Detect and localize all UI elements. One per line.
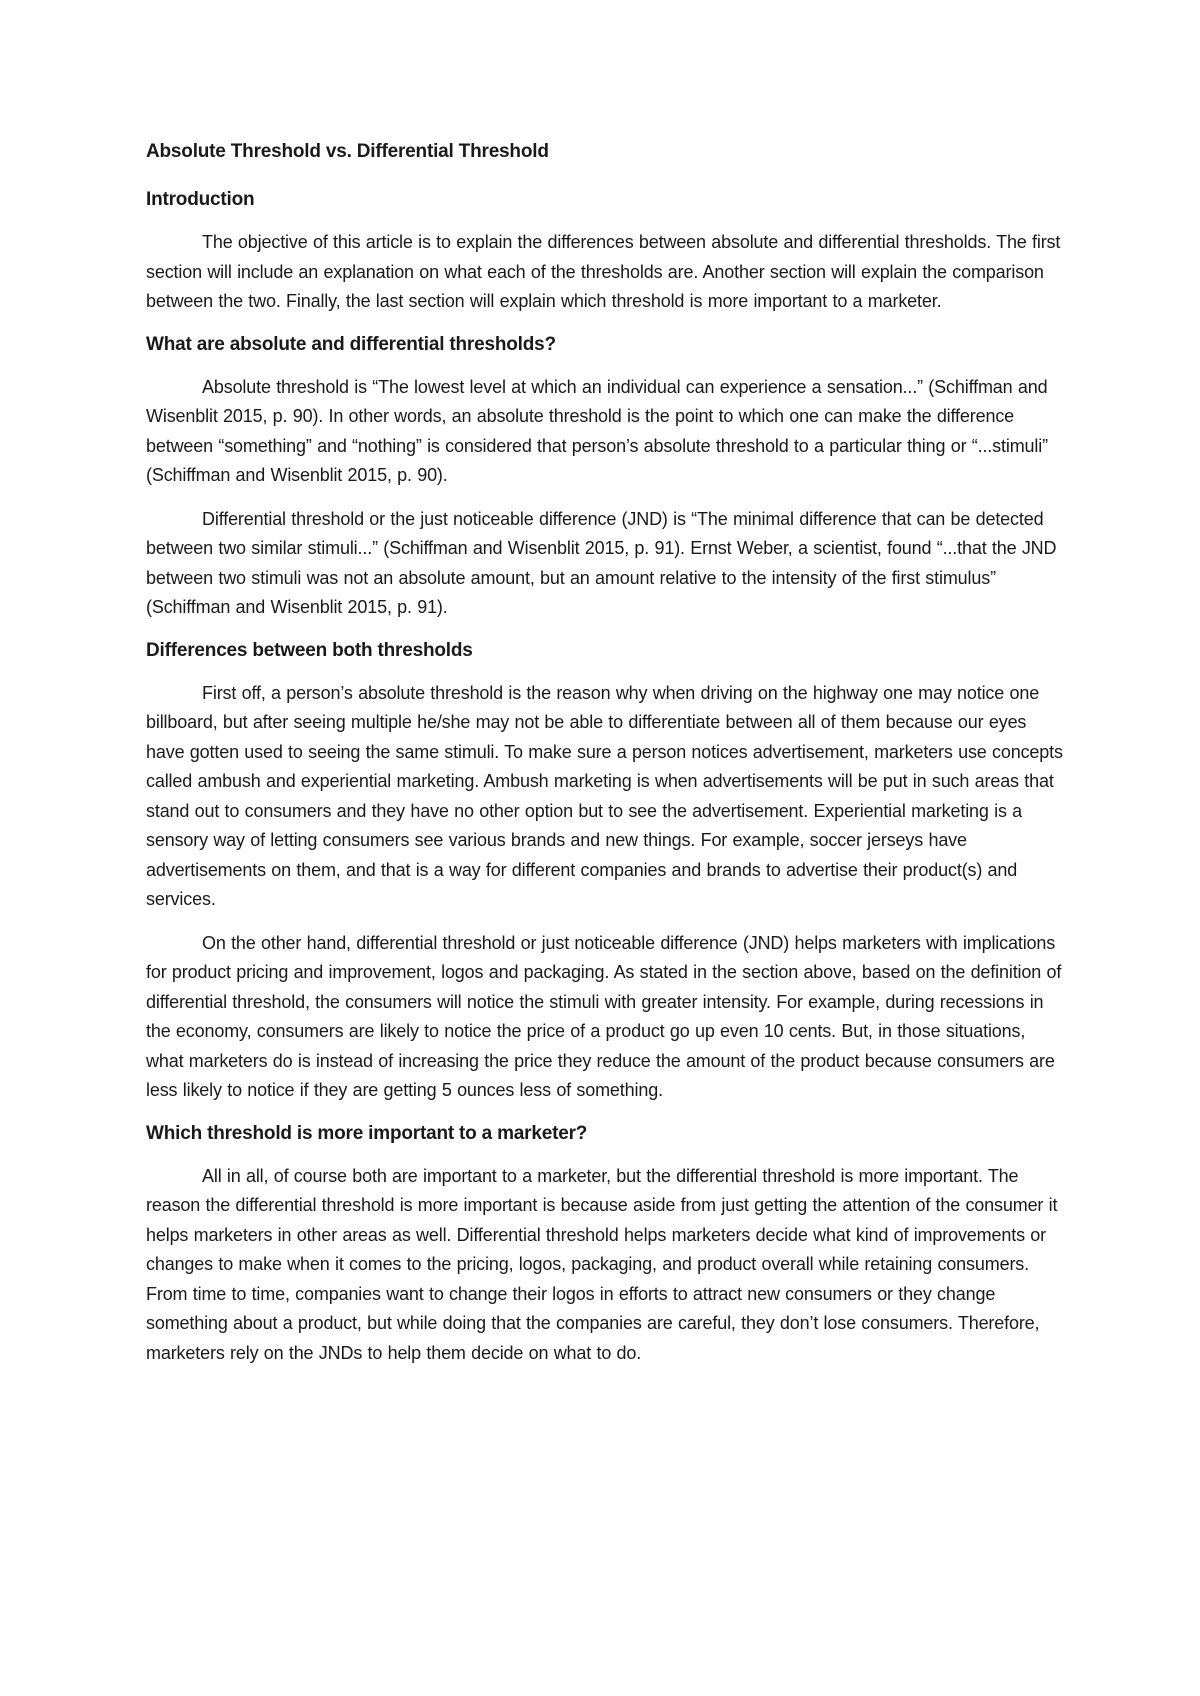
paragraph: Absolute threshold is “The lowest level at which an individual can experience a sensation...” (Schiffman and Wisenblit 2015, p. 90). In other words, an absolute threshold is the point to which one can make the difference between “something” and “nothing” is considered that person’s absolute threshold to a particular thing or “...stimuli” (Schiffman and Wisenblit 2015, p. 90). (146, 376, 1048, 485)
section-introduction (146, 186, 1066, 317)
paragraph: On the other hand, differential threshold or just noticeable difference (JND) helps marketers with implications for product pricing and improvement, logos and packaging. As stated in the section above, based on the definition of differential threshold, the consumers will notice the stimuli with greater intensity. For example, during recessions in the economy, consumers are likely to notice the price of a product go up even 10 cents. But, in those situations, what marketers do is instead of increasing the price they reduce the amount of the product because consumers are less likely to notice if they are getting 5 ounces less of something. (146, 932, 1062, 1100)
document-page (146, 138, 1066, 1382)
paragraph: All in all, of course both are important to a marketer, but the differential threshold is more important. The reason the differential threshold is more important is because aside from just getting the attention of the consumer it helps marketers in other areas as well. Differential threshold helps marketers decide what kind of improvements or changes to make when it comes to the pricing, logos, packaging, and product overall while retaining consumers. From time to time, companies want to change their logos in efforts to attract new consumers or they change something about a product, but while doing that the companies are careful, they don’t lose consumers. Therefore, marketers rely on the JNDs to help them decide on what to do. (146, 1165, 1058, 1363)
paragraph: The objective of this article is to explain the differences between absolute and differential thresholds. The first section will include an explanation on what each of the thresholds are. Another section will explain the comparison between the two. Finally, the last section will explain which threshold is more important to a marketer. (146, 232, 1061, 311)
paragraph: First off, a person’s absolute threshold is the reason why when driving on the highway one may notice one billboard, but after seeing multiple he/she may not be able to differentiate between all of them because our eyes have gotten used to seeing the same stimuli. To make sure a person notices advertisement, marketers use concepts called ambush and experiential marketing. Ambush marketing is when advertisements will be put in such areas that stand out to consumers and they have no other option but to see the advertisement. Experiential marketing is a sensory way of letting consumers see various brands and new things. For example, soccer jerseys have advertisements on them, and that is a way for different companies and brands to advertise their product(s) and services. (146, 682, 1063, 909)
section-definitions (146, 331, 1066, 623)
section-differences (146, 637, 1066, 1106)
paragraph: Differential threshold or the just noticeable difference (JND) is “The minimal difference that can be detected between two similar stimuli...” (Schiffman and Wisenblit 2015, p. 91). Ernst Weber, a scientist, found “...that the JND between two stimuli was not an absolute amount, but an amount relative to the intensity of the first stimulus” (Schiffman and Wisenblit 2015, p. 91). (146, 508, 1057, 617)
section-importance (146, 1120, 1066, 1369)
section-heading: Introduction (146, 189, 255, 210)
section-heading: Differences between both thresholds (146, 639, 473, 661)
section-heading: Which threshold is more important to a marketer? (146, 1122, 588, 1144)
section-heading: What are absolute and differential thresholds? (146, 333, 556, 355)
document-title: Absolute Threshold vs. Differential Threshold (146, 141, 549, 162)
